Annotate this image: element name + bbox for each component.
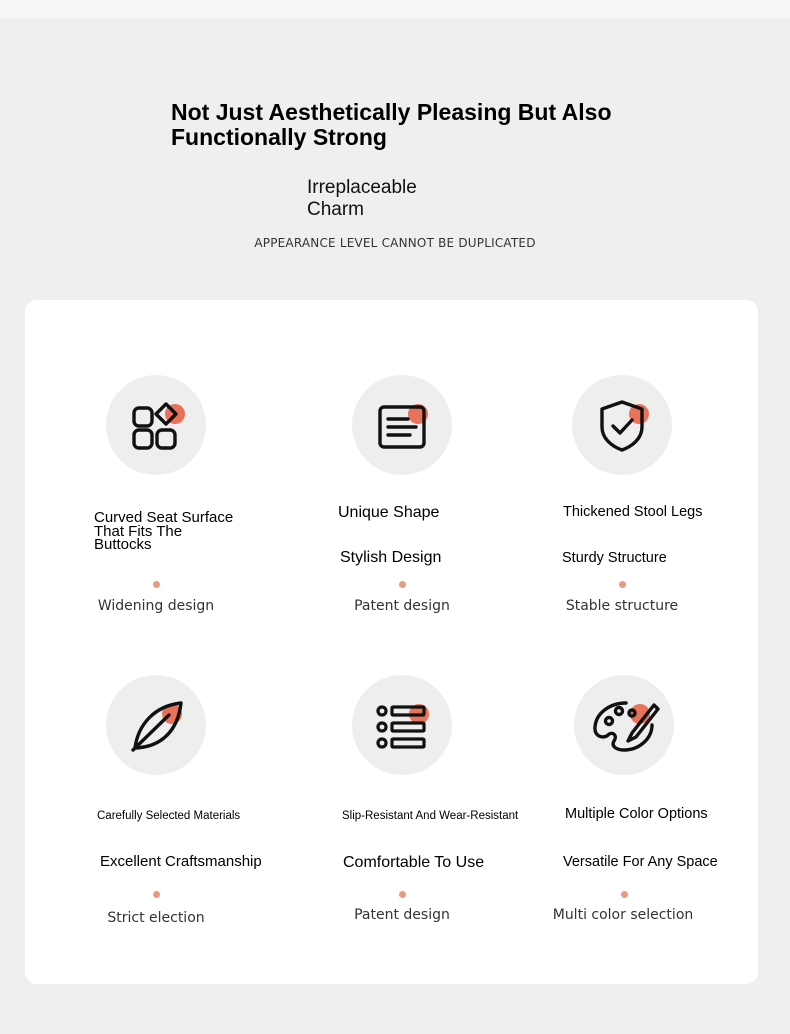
top-bar [0,0,790,18]
palette-icon [574,675,674,775]
leaf-icon [106,675,206,775]
feature-heading-6: Multiple Color Options [565,806,708,822]
page-tagline: APPEARANCE LEVEL CANNOT BE DUPLICATED [254,236,536,250]
feature-note-2: Patent design [354,598,450,614]
feature-heading-3: Thickened Stool Legs [563,504,703,520]
feature-dot-4 [153,891,160,898]
feature-subheading-2: Stylish Design [340,549,442,566]
document-icon [352,375,452,475]
feature-heading-1: Curved Seat Surface That Fits The Buttocks [94,509,234,553]
feature-subheading-4: Excellent Craftsmanship [100,853,262,870]
feature-heading-4: Carefully Selected Materials [97,810,241,822]
page-title: Not Just Aesthetically Pleasing But Also Functionally Strong [171,99,612,150]
feature-heading-2: Unique Shape [338,504,440,521]
page-subtitle: Irreplaceable Charm [307,177,417,220]
feature-dot-2 [399,581,406,588]
feature-dot-5 [399,891,406,898]
features-card [25,300,758,984]
apps-grid-icon [106,375,206,475]
list-icon [352,675,452,775]
feature-note-3: Stable structure [565,598,679,614]
feature-subheading-6: Versatile For Any Space [563,854,718,870]
feature-heading-5: Slip-Resistant And Wear-Resistant [342,810,519,822]
feature-note-6: Multi color selection [552,907,694,923]
feature-dot-3 [619,581,626,588]
feature-subheading-5: Comfortable To Use [343,854,485,871]
feature-dot-6 [621,891,628,898]
shield-check-icon [572,375,672,475]
feature-subheading-3: Sturdy Structure [562,550,667,566]
feature-dot-1 [153,581,160,588]
feature-note-1: Widening design [97,598,215,614]
feature-note-4: Strict election [107,910,205,926]
feature-note-5: Patent design [354,907,450,923]
